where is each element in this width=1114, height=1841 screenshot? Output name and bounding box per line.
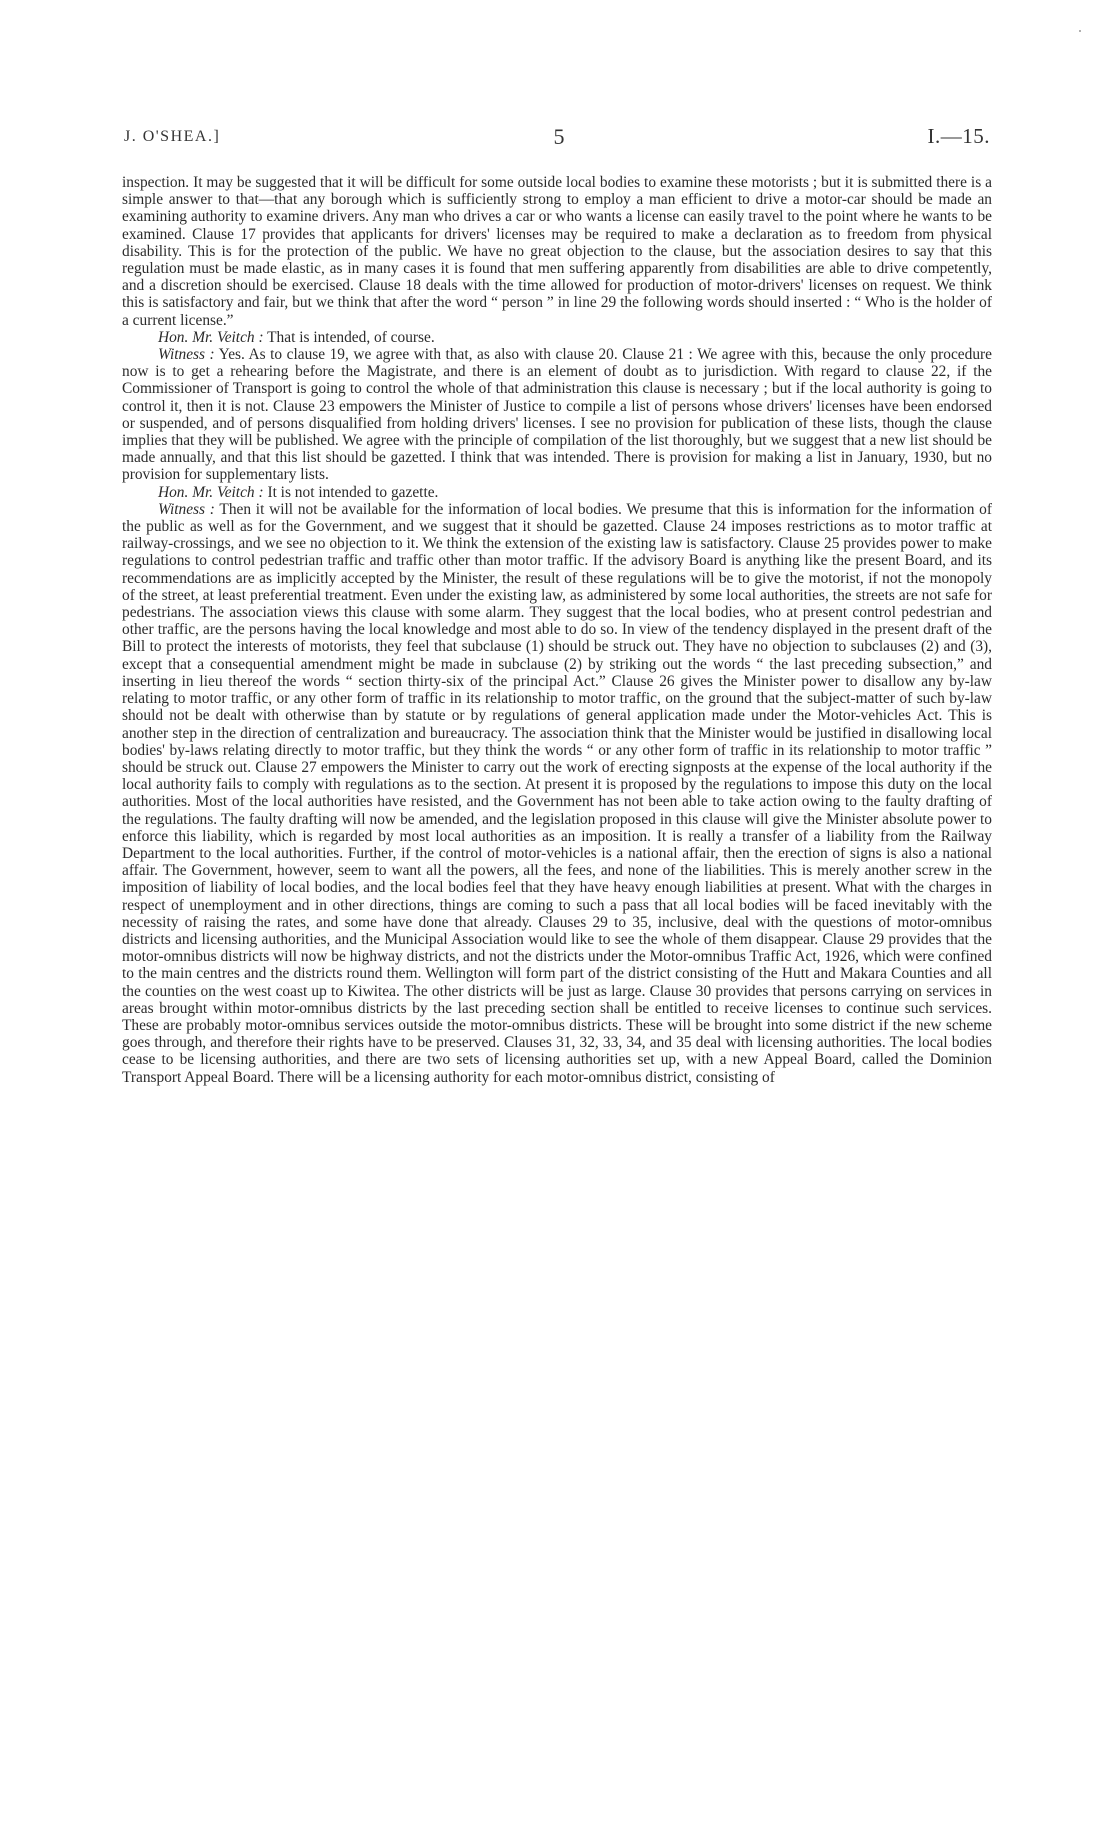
speaker-label: Witness : — [158, 500, 215, 518]
page-number: 5 — [553, 124, 565, 149]
paper-reference: I.—15. — [927, 124, 990, 148]
speech-text: That is intended, of course. — [267, 328, 435, 346]
speaker-label: Hon. Mr. Veitch : — [158, 328, 264, 346]
paragraph-witness-1 — [122, 346, 992, 484]
speech-text: Yes. As to clause 19, we agree with that, as also with clause 20. Clause 21 : We agree with this, because the only procedure now is to get a rehearing before the Magistrate, and there is an element of doubt as to jurisdiction. With regard to clause 22, if the Commissioner of Transport is going to control the whole of that administration this clause is necessary ; but if the local authority is going to control it, then it is not. Clause 23 empowers the Minister of Justice to compile a list of persons whose drivers' licenses have been endorsed or suspended, and of persons disqualified from holding drivers' licenses. I see no provision for publication of these lists, though the clause implies that they will be published. We agree with the principle of compilation of the list thoroughly, but we suggest that a new list should be made annually, and that this list should be gazetted. I think that was intended. There is provision for making a list in January, 1930, but no provision for supplementary lists. — [122, 346, 992, 484]
paragraph-veitch-1 — [122, 329, 992, 346]
speaker-label: Hon. Mr. Veitch : — [158, 483, 264, 501]
document-body — [122, 174, 992, 1086]
speech-text: Then it will not be available for the information of local bodies. We presume that this is information for the information of the public as well as for the Government, and we suggest that it should be gazetted. Clause 24 imposes restrictions as to motor traffic at railway-crossings, and we see no objection to it. We think the extension of the existing law is satisfactory. Clause 25 provides power to make regulations to control pedestrian traffic and traffic other than motor traffic. If the advisory Board is anything like the present Board, and its recommendations are as implicitly accepted by the Minister, the result of these regulations will be to give the motorist, if not the monopoly of the street, at least preferential treatment. Even under the existing law, as administered by some local authorities, the streets are not safe for pedestrians. The association views this clause with some alarm. They suggest that the local bodies, who at present control pedestrian and other traffic, are the persons having the local knowledge and most able to do so. In view of the tendency displayed in the present draft of the Bill to protect the interests of motorists, they feel that subclause (1) should be struck out. They have no objection to subclauses (2) and (3), except that a consequential amendment might be made in subclause (2) by striking out the words “ the last preceding subsection,” and inserting in lieu thereof the words “ section thirty-six of the principal Act.” Clause 26 gives the Minister power to disallow any by-law relating to motor traffic, or any other form of traffic in its relationship to motor traffic, on the ground that the subject-matter of such by-law should not be dealt with otherwise than by statute or by regulations of general application made under the Motor-vehicles Act. This is another step in the direction of centralization and bureaucracy. The association think that the Minister would be justified in disallowing local bodies' by-laws relating directly to motor traffic, but they think the words “ or any other form of traffic in its relationship to motor traffic ” should be struck out. Clause 27 empowers the Minister to carry out the work of erecting signposts at the expense of the local authority if the local authority fails to comply with regulations as to the section. At present it is proposed by the regulations to impose this duty on the local authorities. Most of the local authorities have resisted, and the Government has not been able to take action owing to the faulty drafting of the regulations. The faulty drafting will now be amended, and the legislation proposed in this clause will give the Minister absolute power to enforce this liability, which is regarded by most local authorities as an imposition. It is really a transfer of a liability from the Railway Department to the local authorities. Further, if the control of motor-vehicles is a national affair, then the erection of signs is also a national affair. The Government, however, seem to want all the powers, all the fees, and none of the liabilities. This is merely another screw in the imposition of liability of local bodies, and the local bodies feel that they have heavy enough liabilities at present. What with the charges in respect of unemployment and in other directions, things are coming to such a pass that all local bodies will be faced inevitably with the necessity of raising the rates, and some have done that already. Clauses 29 to 35, inclusive, deal with the questions of motor-omnibus districts and licensing authorities, and the Municipal Association would like to see the whole of them disappear. Clause 29 provides that the motor-omnibus districts will now be highway districts, and not the districts under the Motor-omnibus Traffic Act, 1926, which were confined to the main centres and the districts round them. Wellington will form part of the district consisting of the Hutt and Makara Counties and all the counties on the west coast up to Kiwitea. The other districts will be just as large. Clause 30 provides that persons carrying on services in areas brought within motor-omnibus districts by the last preceding section shall be entitled to receive licenses to continue such services. These are probably motor-omnibus services outside the motor-omnibus districts. These will be brought into some district if the new scheme goes through, and therefore their rights have to be preserved. Clauses 31, 32, 33, 34, and 35 deal with licensing authorities. The local bodies cease to be licensing authorities, and there are two sets of licensing authorities set up, with a new Appeal Board, called the Dominion Transport Appeal Board. There will be a licensing authority for each motor-omnibus district, consisting of — [122, 500, 992, 1086]
running-header — [124, 124, 990, 154]
speaker-label: Witness : — [158, 346, 215, 364]
header-witness-name: J. O'SHEA.] — [124, 128, 221, 145]
scan-speck — [1079, 30, 1081, 32]
paragraph-veitch-2 — [122, 484, 992, 501]
paragraph-witness-2 — [122, 501, 992, 1086]
paragraph-continued: inspection. It may be suggested that it will be difficult for some outside local bodies to examine these motorists ; but it is submitted there is a simple answer to that—that any borough which is sufficiently strong to employ a man efficient to drive a motor-car should be made an examining authority to examine drivers. Any man who drives a car or who wants a license can easily travel to the point where he wants to be examined. Clause 17 provides that applicants for drivers' licenses may be required to make a declaration as to freedom from physical disability. This is for the protection of the public. We have no great objection to the clause, but the association desires to say that this regulation must be made elastic, as in many cases it is found that men suffering apparently from disabilities are able to drive competently, and a discretion should be exercised. Clause 18 deals with the time allowed for production of motor-drivers' licenses on request. We think this is satisfactory and fair, but we think that after the word “ person ” in line 29 the following words should inserted : “ Who is the holder of a current license.” — [122, 174, 992, 329]
speech-text: It is not intended to gazette. — [267, 483, 439, 501]
